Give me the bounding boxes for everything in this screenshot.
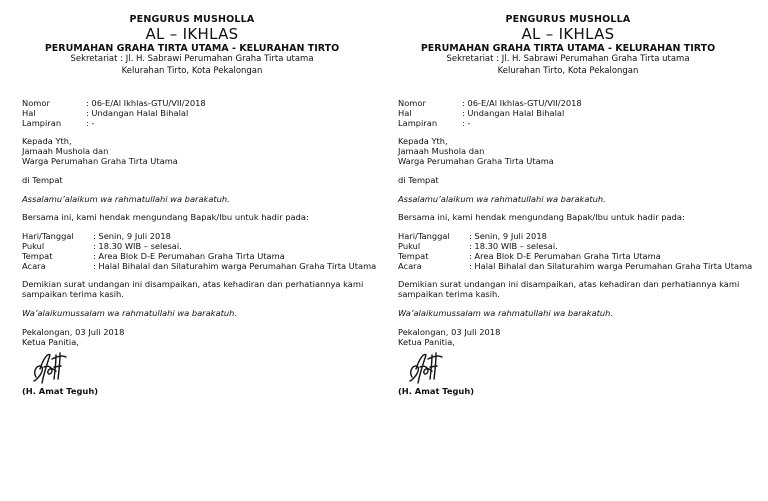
recipient-place: di Tempat (398, 174, 439, 185)
event-label: Acara (398, 260, 422, 271)
recipient-line2: Jamaah Mushola dan (22, 146, 109, 157)
meta-row-nomor (22, 99, 378, 109)
meta-row-lampiran (398, 119, 754, 129)
recipient-place: di Tempat (22, 174, 63, 185)
event-row-date (22, 232, 378, 242)
event-row-agenda (398, 262, 754, 272)
letterhead-address-line2: Kelurahan Tirto, Kota Pekalongan (497, 65, 639, 76)
closing-salutation: Wa’alaikumussalam wa rahmatullahi wa barakatuh. (398, 307, 613, 318)
meta-row-hal (22, 109, 378, 119)
letterhead-address-line1: Sekretariat : Jl. H. Sabrawi Perumahan Graha Tirta utama (446, 54, 690, 64)
event-row-date (398, 232, 754, 242)
event-value: : Halal Bihalal dan Silaturahim warga Perumahan Graha Tirta Utama (469, 260, 753, 271)
event-label: Tempat (398, 250, 429, 261)
place-date: Pekalongan, 03 Juli 2018 (398, 326, 501, 337)
closing-text: Demikian surat undangan ini disampaikan, atas kehadiran dan perhatiannya kami sampaikan terima kasih. (22, 279, 364, 300)
meta-row-lampiran (22, 119, 378, 129)
event-label: Hari/Tanggal (22, 231, 74, 242)
intro-text: Bersama ini, kami hendak mengundang Bapak/Ibu untuk hadir pada: (22, 212, 309, 223)
invitation-letter-left (22, 14, 378, 397)
recipient-line1: Kepada Yth, (22, 136, 72, 147)
event-label: Tempat (22, 250, 53, 261)
greeting: Assalamu’alaikum wa rahmatullahi wa barakatuh. (398, 193, 606, 204)
meta-value: : - (86, 117, 95, 128)
signature-area (22, 347, 378, 387)
recipient-line2: Jamaah Mushola dan (398, 146, 485, 157)
invitation-letter-right (398, 14, 754, 397)
signature-area (398, 347, 754, 387)
closing-salutation: Wa’alaikumussalam wa rahmatullahi wa barakatuh. (22, 307, 237, 318)
signer-name: (H. Amat Teguh) (22, 386, 99, 397)
signature-icon (406, 349, 450, 385)
signature-icon (30, 349, 74, 385)
event-value: : Area Blok D-E Perumahan Graha Tirta Utama (93, 250, 285, 261)
meta-row-nomor (398, 99, 754, 109)
event-label: Hari/Tanggal (398, 231, 450, 242)
meta-row-hal (398, 109, 754, 119)
recipient-line3: Warga Perumahan Graha Tirta Utama (22, 155, 178, 166)
event-value: : 18.30 WIB – selesai. (469, 240, 558, 251)
meta-value: : - (462, 117, 471, 128)
letterhead-name: AL – IKHLAS (521, 25, 615, 43)
meta-value: : Undangan Halal Bihalal (86, 107, 189, 118)
letterhead-estate: PERUMAHAN GRAHA TIRTA UTAMA - KELURAHAN TIRTO (44, 43, 340, 54)
letterhead-name: AL – IKHLAS (145, 25, 239, 43)
meta-label: Lampiran (22, 117, 62, 128)
event-label: Acara (22, 260, 46, 271)
closing-text: Demikian surat undangan ini disampaikan, atas kehadiran dan perhatiannya kami sampaikan terima kasih. (398, 279, 740, 300)
signer-position: Ketua Panitia, (398, 336, 455, 347)
event-value: : Senin, 9 Juli 2018 (93, 231, 171, 242)
letterhead-address-line1: Sekretariat : Jl. H. Sabrawi Perumahan Graha Tirta utama (70, 54, 314, 64)
event-row-agenda (22, 262, 378, 272)
letterhead-address-line2: Kelurahan Tirto, Kota Pekalongan (121, 65, 263, 76)
letter-body (22, 99, 378, 397)
recipient-line3: Warga Perumahan Graha Tirta Utama (398, 155, 554, 166)
meta-label: Hal (22, 107, 36, 118)
greeting: Assalamu’alaikum wa rahmatullahi wa barakatuh. (22, 193, 230, 204)
signer-name: (H. Amat Teguh) (398, 386, 475, 397)
intro-text: Bersama ini, kami hendak mengundang Bapak/Ibu untuk hadir pada: (398, 212, 685, 223)
meta-label: Hal (398, 107, 412, 118)
letterhead-organization: PENGURUS MUSHOLLA (129, 14, 255, 25)
letterhead-estate: PERUMAHAN GRAHA TIRTA UTAMA - KELURAHAN TIRTO (420, 43, 716, 54)
meta-label: Nomor (398, 98, 426, 108)
event-label: Pukul (398, 240, 421, 251)
event-label: Pukul (22, 240, 45, 251)
recipient-line1: Kepada Yth, (398, 136, 448, 147)
event-value: : Senin, 9 Juli 2018 (469, 231, 547, 242)
event-value: : Halal Bihalal dan Silaturahim warga Perumahan Graha Tirta Utama (93, 260, 377, 271)
letterhead (398, 14, 738, 77)
meta-label: Lampiran (398, 117, 438, 128)
letterhead (22, 14, 362, 77)
letter-body (398, 99, 754, 397)
event-value: : 18.30 WIB – selesai. (93, 240, 182, 251)
meta-value: : 06-E/Al Ikhlas-GTU/VII/2018 (462, 98, 582, 108)
meta-label: Nomor (22, 98, 50, 108)
meta-value: : Undangan Halal Bihalal (462, 107, 565, 118)
place-date: Pekalongan, 03 Juli 2018 (22, 326, 125, 337)
event-value: : Area Blok D-E Perumahan Graha Tirta Utama (469, 250, 661, 261)
letterhead-organization: PENGURUS MUSHOLLA (505, 14, 631, 25)
signer-position: Ketua Panitia, (22, 336, 79, 347)
meta-value: : 06-E/Al Ikhlas-GTU/VII/2018 (86, 98, 206, 108)
